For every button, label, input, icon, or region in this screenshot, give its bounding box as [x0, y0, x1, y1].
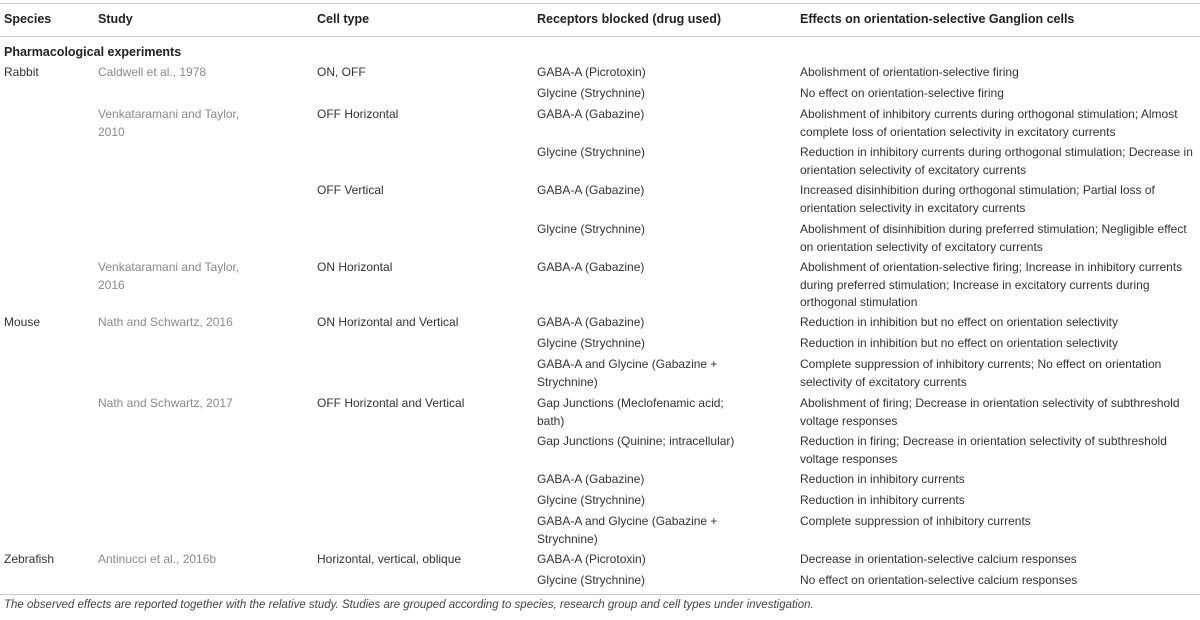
receptor-cell: GABA-A (Gabazine): [537, 260, 645, 274]
species-zebrafish: Zebrafish: [4, 552, 55, 566]
table-footnote: The observed effects are reported together with the relative study. Studies are grouped according to species, research group and cell types under investigation.: [4, 599, 814, 611]
effect-cell: Reduction in firing; Decrease in orientation selectivity of subthreshold voltage responses: [800, 434, 1167, 466]
study-nath-2017: Nath and Schwartz, 2017: [98, 396, 233, 410]
receptor-cell: GABA-A (Picrotoxin): [537, 65, 646, 79]
receptor-cell: Gap Junctions (Quinine; intracellular): [537, 434, 735, 448]
cell-type-on-off: ON, OFF: [317, 65, 366, 79]
cell-type-off-vertical: OFF Vertical: [317, 183, 384, 197]
study-venkataramani-2016: Venkataramani and Taylor, 2016: [98, 260, 240, 292]
header-effects: Effects on orientation-selective Ganglion cells: [800, 12, 1075, 26]
receptor-cell: Glycine (Strychnine): [537, 493, 646, 507]
cell-type-on-horizontal: ON Horizontal: [317, 260, 393, 274]
footer-rule: [0, 594, 1200, 595]
receptor-cell: GABA-A (Gabazine): [537, 107, 645, 121]
effect-cell: Abolishment of firing; Decrease in orientation selectivity of subthreshold voltage responses: [800, 396, 1180, 428]
species-rabbit: Rabbit: [4, 65, 39, 79]
receptor-cell: Gap Junctions (Meclofenamic acid; bath): [537, 396, 724, 428]
effect-cell: Reduction in inhibitory currents: [800, 472, 965, 486]
header-species: Species: [4, 12, 52, 26]
study-caldwell: Caldwell et al., 1978: [98, 65, 207, 79]
species-mouse: Mouse: [4, 315, 41, 329]
effect-cell: Complete suppression of inhibitory currents; No effect on orientation selectivity of excitatory currents: [800, 357, 1162, 389]
receptor-cell: GABA-A (Gabazine): [537, 472, 645, 486]
receptor-cell: GABA-A (Picrotoxin): [537, 552, 646, 566]
receptor-cell: Glycine (Strychnine): [537, 145, 646, 159]
effect-cell: Abolishment of orientation-selective firing: [800, 65, 1019, 79]
effect-cell: Reduction in inhibitory currents: [800, 493, 965, 507]
effect-cell: Complete suppression of inhibitory currents: [800, 514, 1031, 528]
effect-cell: No effect on orientation-selective firing: [800, 86, 1004, 100]
cell-type-off-horizontal-vertical: OFF Horizontal and Vertical: [317, 396, 465, 410]
effect-cell: Abolishment of inhibitory currents during orthogonal stimulation; Almost complete loss of orientation selectivity in excitatory currents: [800, 107, 1178, 139]
effect-cell: Abolishment of disinhibition during preferred stimulation; Negligible effect on orientation selectivity of excitatory currents: [800, 222, 1187, 254]
header-cell-type: Cell type: [317, 12, 370, 26]
receptor-cell: GABA-A and Glycine (Gabazine + Strychnine): [537, 357, 718, 389]
cell-type-off-horizontal: OFF Horizontal: [317, 107, 399, 121]
effect-cell: Reduction in inhibitory currents during orthogonal stimulation; Decrease in orientation selectivity of excitatory currents: [800, 145, 1193, 177]
effect-cell: Reduction in inhibition but no effect on orientation selectivity: [800, 315, 1118, 329]
effect-cell: Reduction in inhibition but no effect on orientation selectivity: [800, 336, 1118, 350]
effect-cell: Decrease in orientation-selective calcium responses: [800, 552, 1077, 566]
receptor-cell: GABA-A (Gabazine): [537, 183, 645, 197]
receptor-cell: Glycine (Strychnine): [537, 86, 646, 100]
receptor-cell: Glycine (Strychnine): [537, 336, 646, 350]
effect-cell: Increased disinhibition during orthogonal stimulation; Partial loss of orientation selectivity in excitatory currents: [800, 183, 1155, 215]
effect-cell: Abolishment of orientation-selective firing; Increase in inhibitory currents during preferred stimulation; Increase in excitatory currents during orthogonal stimulation: [800, 260, 1183, 309]
header-receptors: Receptors blocked (drug used): [537, 12, 722, 26]
effect-cell: No effect on orientation-selective calcium responses: [800, 573, 1078, 587]
cell-type-hvo: Horizontal, vertical, oblique: [317, 552, 462, 566]
header-study: Study: [98, 12, 133, 26]
cell-type-on-horizontal-vertical: ON Horizontal and Vertical: [317, 315, 459, 329]
receptor-cell: GABA-A and Glycine (Gabazine + Strychnine): [537, 514, 718, 546]
study-antinucci: Antinucci et al., 2016b: [98, 552, 217, 566]
section-title: Pharmacological experiments: [4, 45, 182, 59]
receptor-cell: GABA-A (Gabazine): [537, 315, 645, 329]
receptor-cell: Glycine (Strychnine): [537, 222, 646, 236]
top-rule: [0, 3, 1200, 4]
header-rule: [0, 36, 1200, 37]
study-nath-2016: Nath and Schwartz, 2016: [98, 315, 233, 329]
study-venkataramani-2010: Venkataramani and Taylor, 2010: [98, 107, 240, 139]
receptor-cell: Glycine (Strychnine): [537, 573, 646, 587]
